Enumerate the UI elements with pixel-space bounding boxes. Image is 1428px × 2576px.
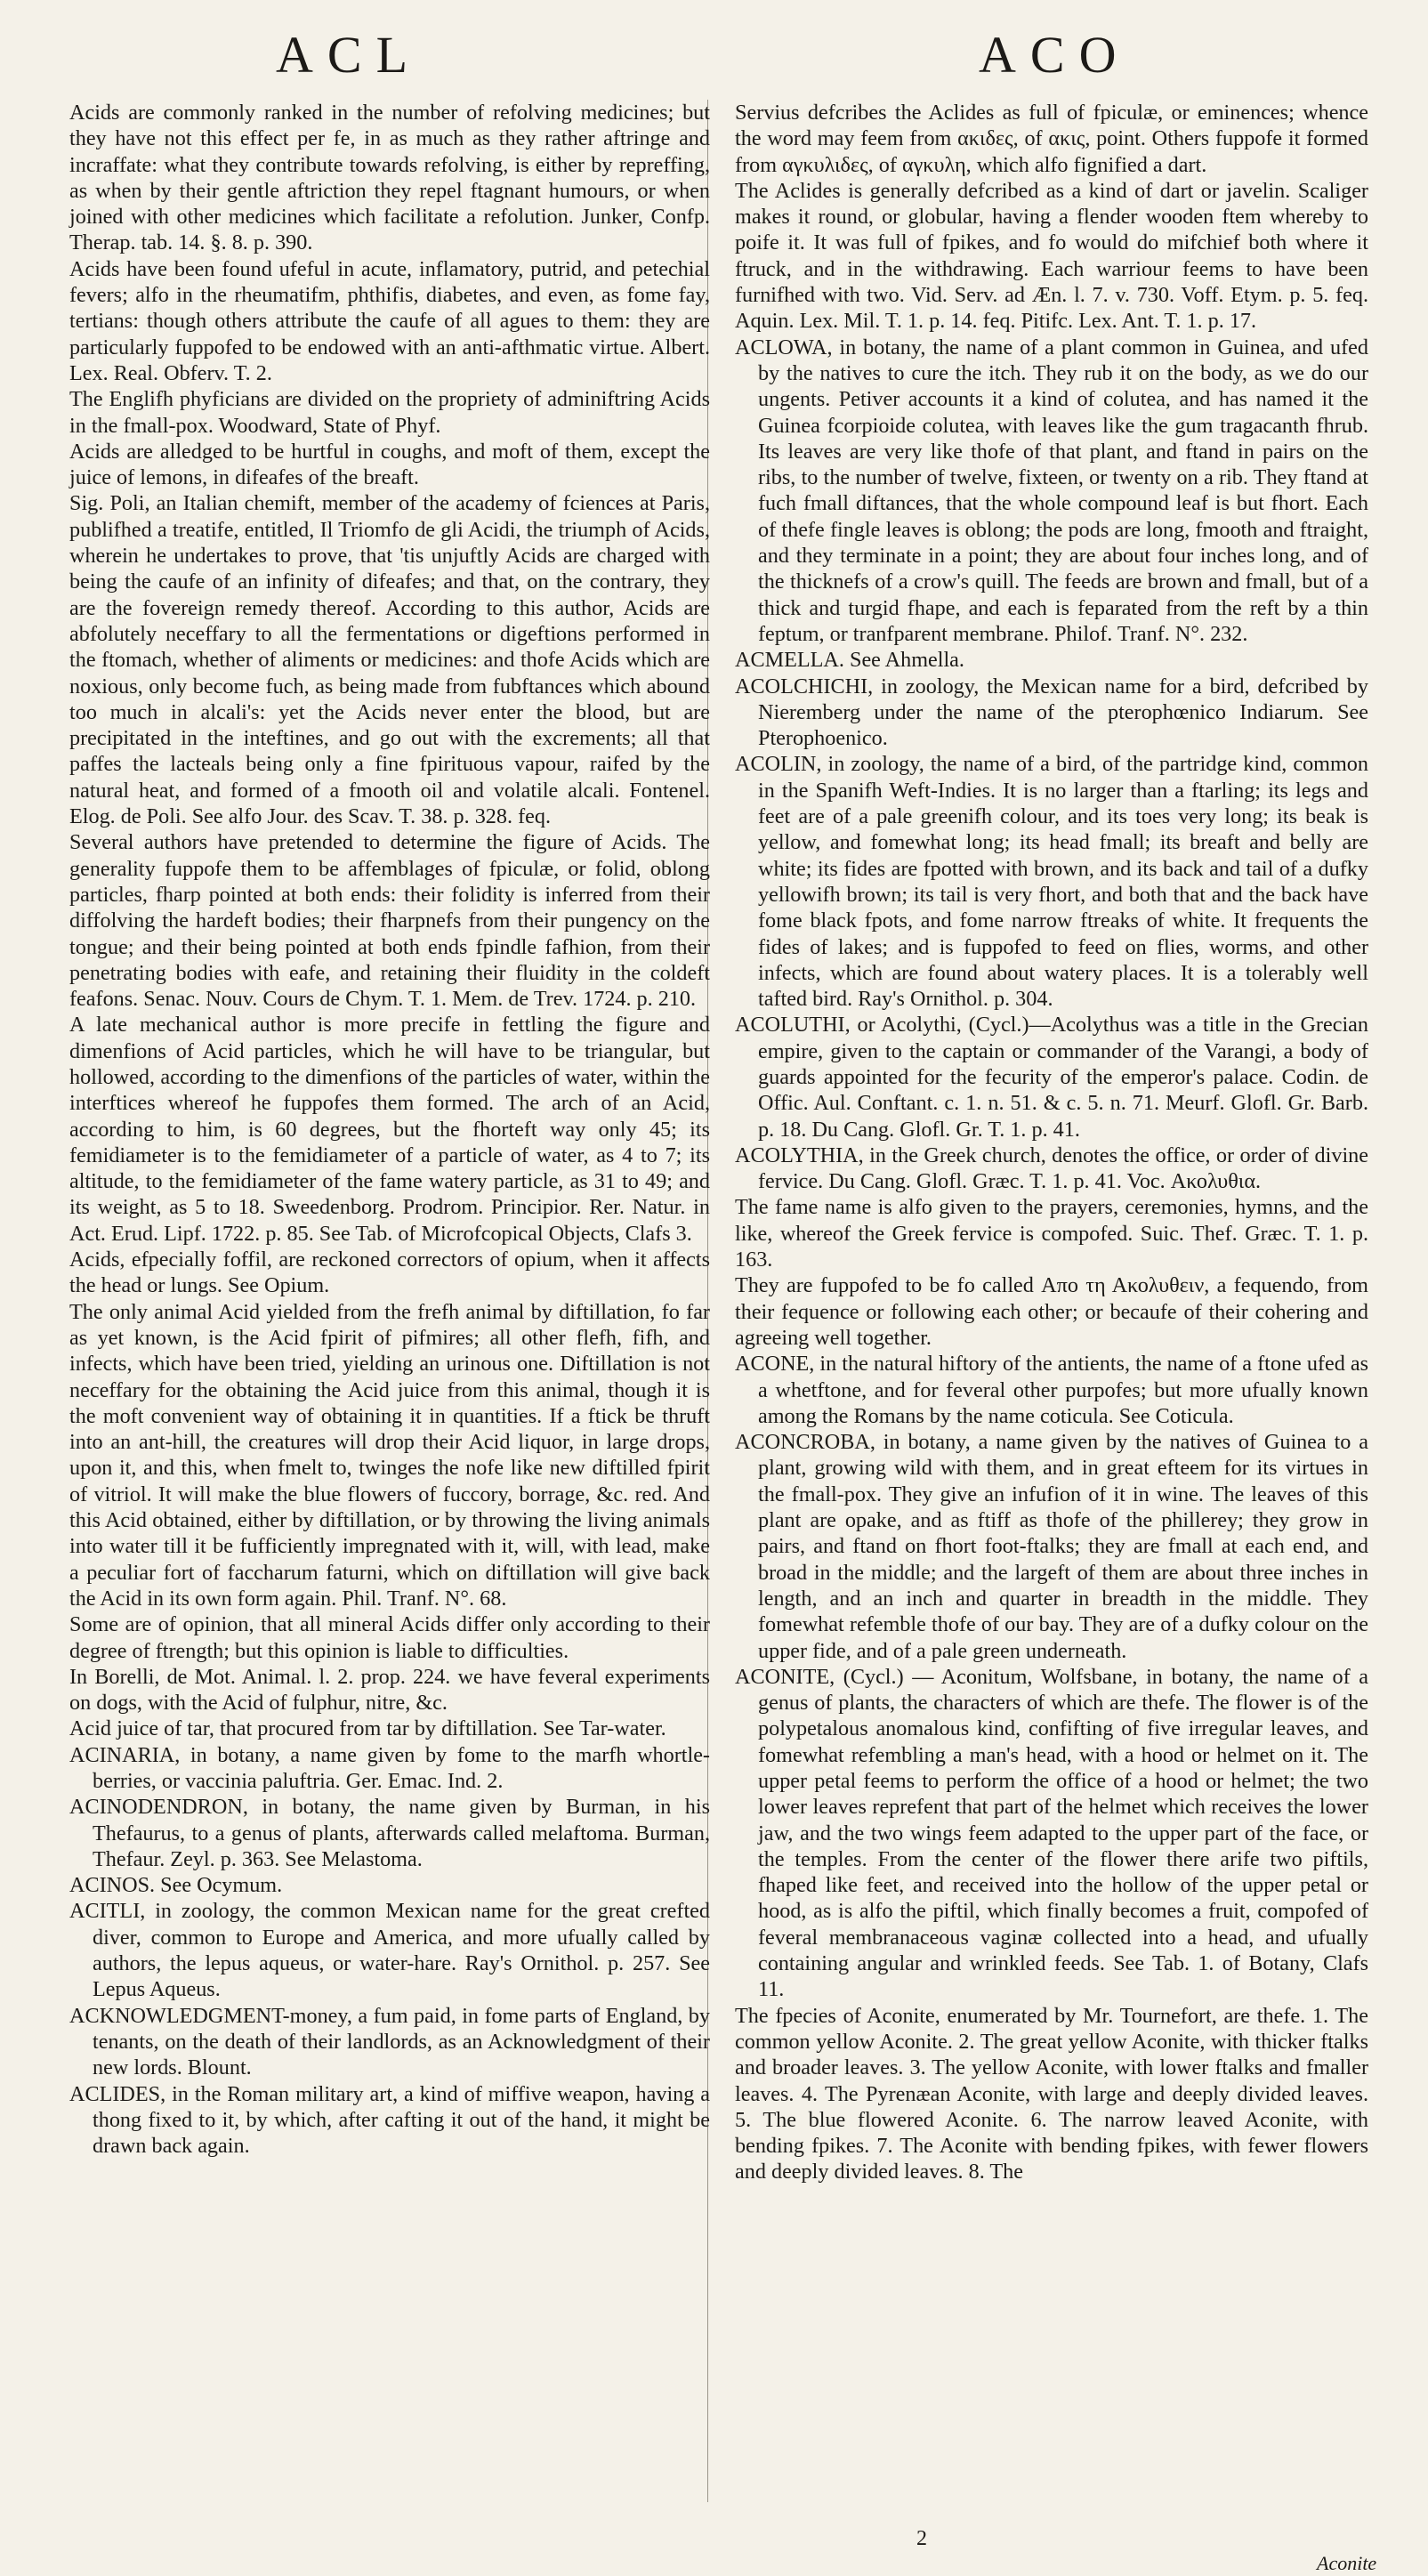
paragraph: Acids are alledged to be hurtful in coughs, and moft of them, except the juice of lemons, in difeafes of the breaft. (69, 439, 710, 490)
dictionary-entry: ACLOWA, in botany, the name of a plant common in Guinea, and ufed by the natives to cure the itch. They rub it on the body, as we do our ungents. Petiver accounts it a kind of colutea, and has named it the Guinea fcorpioide colutea, with leaves like the gum tragacanth fhrub. Its leaves are very like thofe of that plant, and ftand in pairs on the ribs, to the number of twelve, fixteen, or twenty on a rib. They ftand at fuch fmall diftances, that the whole compound leaf is but fhort. Each of thefe fingle leaves is oblong; the pods are long, fmooth and ftraight, and they terminate in a point; they are about four inches long, and of the thicknefs of a crow's quill. The feeds are brown and fmall, but of a thick and turgid fhape, and each is feparated from the reft by a thin feptum, or tranfparent membrane. Philof. Tranf. N°. 232. (735, 335, 1368, 646)
dictionary-entry: ACONITE, (Cycl.) — Aconitum, Wolfsbane, in botany, the name of a genus of plants, the characters of which are thefe. The flower is of the polypetalous anomalous kind, confifting of five irregular leaves, and fomewhat refembling a man's head, with a hood or helmet on it. The upper petal feems to perform the office of a hood or helmet; the two lower leaves reprefent that part of the helmet which receives the lower jaw, and the two wings feem adapted to the upper part of the face, or the temples. From the center of the flower there arife two piftils, fhaped like feet, and received into the hollow of the upper petal or hood, as is alfo the piftil, which finally becomes a fruit, compofed of feveral membranaceous vaginæ collected into a head, and ufually containing angular and wrinkled feeds. See Tab. 1. of Botany, Clafs 11. (735, 1664, 1368, 2002)
paragraph: The fame name is alfo given to the prayers, ceremonies, hymns, and the like, whereof the Greek fervice is compofed. Suic. Thef. Græc. T. 1. p. 163. (735, 1195, 1368, 1272)
paragraph: Acids have been found ufeful in acute, inflamatory, putrid, and petechial fevers; alfo in the rheumatifm, phthifis, diabetes, and even, as fome fay, tertians: though others attribute the caufe of all agues to them: they are particularly fuppofed to be endowed with an anti-afthmatic virtue. Albert. Lex. Real. Obferv. T. 2. (69, 256, 710, 385)
dictionary-entry: ACOLCHICHI, in zoology, the Mexican name for a bird, defcribed by Nieremberg under the name of the pterophœnico Indiarum. See Pterophoenico. (735, 674, 1368, 751)
paragraph: Several authors have pretended to determine the figure of Acids. The generality fuppofe them to be affemblages of fpiculæ, or folid, oblong particles, fharp pointed at both ends: their folidity is inferred from their diffolving the hardeft bodies; their fharpnefs from their pungency on the tongue; and their being pointed at both ends fpindle fafhion, from their penetrating bodies with eafe, and retaining their fluidity in the coldeft feafons. Senac. Nouv. Cours de Chym. T. 1. Mem. de Trev. 1724. p. 210. (69, 830, 710, 1012)
paragraph: Some are of opinion, that all mineral Acids differ only according to their degree of ftrength; but this opinion is liable to difficulties. (69, 1612, 710, 1663)
paragraph: A late mechanical author is more precife in fettling the figure and dimenfions of Acid particles, which he will have to be triangular, but hollowed, according to the dimenfions of the particles of water, within the interftices whereof he fuppofes them formed. The arch of an Acid, according to him, is 60 degrees, but the fhorteft way only 45; its femidiameter is to the femidiameter of a particle of water, as 4 to 7; its altitude, to the femidiameter of the fame watery particle, as 31 to 49; and its weight, as 5 to 18. Sweedenborg. Prodrom. Principior. Rer. Natur. in Act. Erud. Lipf. 1722. p. 85. See Tab. of Microfcopical Objects, Clafs 3. (69, 1013, 710, 1246)
dictionary-entry: ACOLYTHIA, in the Greek church, denotes the office, or order of divine fervice. Du Cang. Glofl. Græc. T. 1. p. 41. Voc. Ακολυθια. (735, 1143, 1368, 1194)
dictionary-entry: ACKNOWLEDGMENT-money, a fum paid, in fome parts of England, by tenants, on the death of their landlords, as an Acknowledgment of their new lords. Blount. (69, 2003, 710, 2080)
dictionary-entry: ACITLI, in zoology, the common Mexican name for the great crefted diver, common to Europe and America, and more ufually called by authors, the lepus aqueus, or water-hare. Ray's Ornithol. p. 257. See Lepus Aqueus. (69, 1899, 710, 2002)
dictionary-entry: ACINODENDRON, in botany, the name given by Burman, in his Thefaurus, to a genus of plants, afterwards called melaftoma. Burman, Thefaur. Zeyl. p. 363. See Melastoma. (69, 1795, 710, 1871)
dictionary-entry: ACONE, in the natural hiftory of the antients, the name of a ftone ufed as a whetftone, and for feveral other purpofes; but more ufually known among the Romans by the name coticula. See Coticula. (735, 1352, 1368, 1428)
paragraph: Acids, efpecially foffil, are reckoned correctors of opium, when it affects the head or lungs. See Opium. (69, 1248, 710, 1298)
left-column (69, 100, 710, 2159)
dictionary-entry: ACLIDES, in the Roman military art, a kind of miffive weapon, having a thong fixed to it, by which, after cafting it out of the hand, it might be drawn back again. (69, 2081, 710, 2159)
dictionary-entry: Acid juice of tar, that procured from tar by diftillation. See Tar-water. (69, 1716, 666, 1741)
catchword: Aconite (1317, 2552, 1377, 2574)
dictionary-entry: ACINOS. See Ocymum. (69, 1873, 283, 1898)
paragraph: Acids are commonly ranked in the number of refolving medicines; but they have not this effect per fe, in as much as they rather aftringe and incraffate: what they contribute towards refolving, is either by repreffing, as when by their gentle aftriction they repel ftagnant humours, or when joined with other medicines which facilitate a refolution. Junker, Confp. Therap. tab. 14. §. 8. p. 390. (69, 101, 710, 255)
running-head-left: ACL (276, 26, 422, 84)
paragraph: The only animal Acid yielded from the frefh animal by diftillation, fo far as yet known, is the Acid fpirit of pifmires; all other flefh, fifh, and infects, which have been tried, yielding an urinous one. Diftillation is not neceffary for the obtaining the Acid juice from this animal, though it is the moft convenient way of obtaining it in quantities. If a ftick be thruft into an ant-hill, the creatures will drop their Acid liquor, in large drops, upon it, and this, when fmelt to, twinges the nofe like new diftilled fpirit of vitriol. It will make the blue flowers of fuccory, borrage, &c. red. And this Acid obtained, either by diftillation, or by throwing the living animals into water till it be fufficiently impregnated with it, will, with lead, make a peculiar fort of faccharum faturni, which on diftillation will give back the Acid in its own form again. Phil. Tranf. N°. 68. (69, 1299, 710, 1611)
paragraph: The Englifh phyficians are divided on the propriety of adminiftring Acids in the fmall-pox. Woodward, State of Phyf. (69, 387, 710, 438)
dictionary-entry: ACOLIN, in zoology, the name of a bird, of the partridge kind, common in the Spanifh Weft-Indies. It is no larger than a ftarling; its legs and feet are of a pale greenifh colour, and its toes very long; its beak is yellow, and fomewhat long; its head fmall; its breaft and belly are white; its fides are fpotted with brown, and its back and tail of a dufky yellowifh brown; its tail is very fhort, and both that and the back have fome black fpots, and fome narrow ftreaks of white. It frequents the fides of lakes; and is fuppofed to feed on flies, worms, and other infects, which are found about watery places. It is a tolerably well tafted bird. Ray's Ornithol. p. 304. (735, 752, 1368, 1012)
paragraph: Servius defcribes the Aclides as full of fpiculæ, or eminences; whence the word may feem from ακιδες, of ακις, point. Others fuppofe it formed from αγκυλιδες, of αγκυλη, which alfo fignified a dart. (735, 101, 1368, 177)
running-head-right: ACO (979, 26, 1131, 84)
dictionary-entry: ACINARIA, in botany, a name given by fome to the marfh whortle-berries, or vaccinia paluftria. Ger. Emac. Ind. 2. (69, 1742, 710, 1793)
paragraph: In Borelli, de Mot. Animal. l. 2. prop. 224. we have feveral experiments on dogs, with the Acid of fulphur, nitre, &c. (69, 1664, 710, 1716)
dictionary-entry: ACONCROBA, in botany, a name given by the natives of Guinea to a plant, growing wild with them, and in great efteem for its virtues in the fmall-pox. They give an infufion of it in wine. The leaves of this plant are opake, and as ftiff as thofe of the phillerey; they grow in pairs, and ftand on fhort foot-ftalks; they are fmall at each end, and broad in the middle; and the largeft of them are about three inches in length, and an inch and quarter in breadth in the middle. They fomewhat refemble thofe of our bay. They are of a dufky colour on the upper fide, and of a pale green underneath. (735, 1430, 1368, 1663)
dictionary-entry: ACOLUTHI, or Acolythi, (Cycl.)—Acolythus was a title in the Grecian empire, given to the captain or commander of the Varangi, a body of guards appointed for the fecurity of the emperor's palace. Codin. de Offic. Aul. Conftant. c. 1. n. 51. & c. 5. n. 71. Meurf. Glofl. Gr. Barb. p. 18. Du Cang. Glofl. Gr. T. 1. p. 41. (735, 1013, 1368, 1142)
paragraph: The fpecies of Aconite, enumerated by Mr. Tournefort, are thefe. 1. The common yellow Aconite. 2. The great yellow Aconite, with thicker ftalks and broader leaves. 3. The yellow Aconite, with lower ftalks and fmaller leaves. 4. The Pyrenæan Aconite, with large and deeply divided leaves. 5. The blue flowered Aconite. 6. The narrow leaved Aconite, with bending fpikes. 7. The Aconite with bending fpikes, with fewer flowers and deeply divided leaves. 8. The (735, 2003, 1368, 2184)
dictionary-entry: ACMELLA. See Ahmella. (735, 648, 964, 673)
right-column (735, 100, 1368, 2185)
page-signature: 2 (916, 2527, 927, 2550)
paragraph: They are fuppofed to be fo called Απο τη Ακολυθειν, a fequendo, from their fequence or following each other; or becaufe of their cohering and agreeing well together. (735, 1273, 1368, 1350)
paragraph: Sig. Poli, an Italian chemift, member of the academy of fciences at Paris, publifhed a treatife, entitled, Il Triomfo de gli Acidi, the triumph of Acids, wherein he undertakes to prove, that 'tis unjuftly Acids are charged with being the caufe of an infinity of difeafes; and that, on the contrary, they are the fovereign remedy thereof. According to this author, Acids are abfolutely neceffary to all the fermentations or digeftions performed in the ftomach, whether of aliments or medicines: and thofe Acids which are noxious, only become fuch, as being made from fubftances which abound too much in alcali's: yet the Acids never enter the blood, but are precipitated in the inteftines, and go out with the excrements; all that paffes the lacteals being only a fine fpirituous vapour, raifed by the natural heat, and formed of a fmooth oil and volatile alcali. Fontenel. Elog. de Poli. See alfo Jour. des Scav. T. 38. p. 328. feq. (69, 491, 710, 829)
paragraph: The Aclides is generally defcribed as a kind of dart or javelin. Scaliger makes it round, or globular, having a flender wooden ftem whereby to poife it. It was full of fpikes, and fo would do mifchief both where it ftruck, and in the withdrawing. Each warriour feems to have been furnifhed with two. Vid. Serv. ad Æn. l. 7. v. 730. Voff. Etym. p. 5. feq. Aquin. Lex. Mil. T. 1. p. 14. feq. Pitifc. Lex. Ant. T. 1. p. 17. (735, 178, 1368, 334)
